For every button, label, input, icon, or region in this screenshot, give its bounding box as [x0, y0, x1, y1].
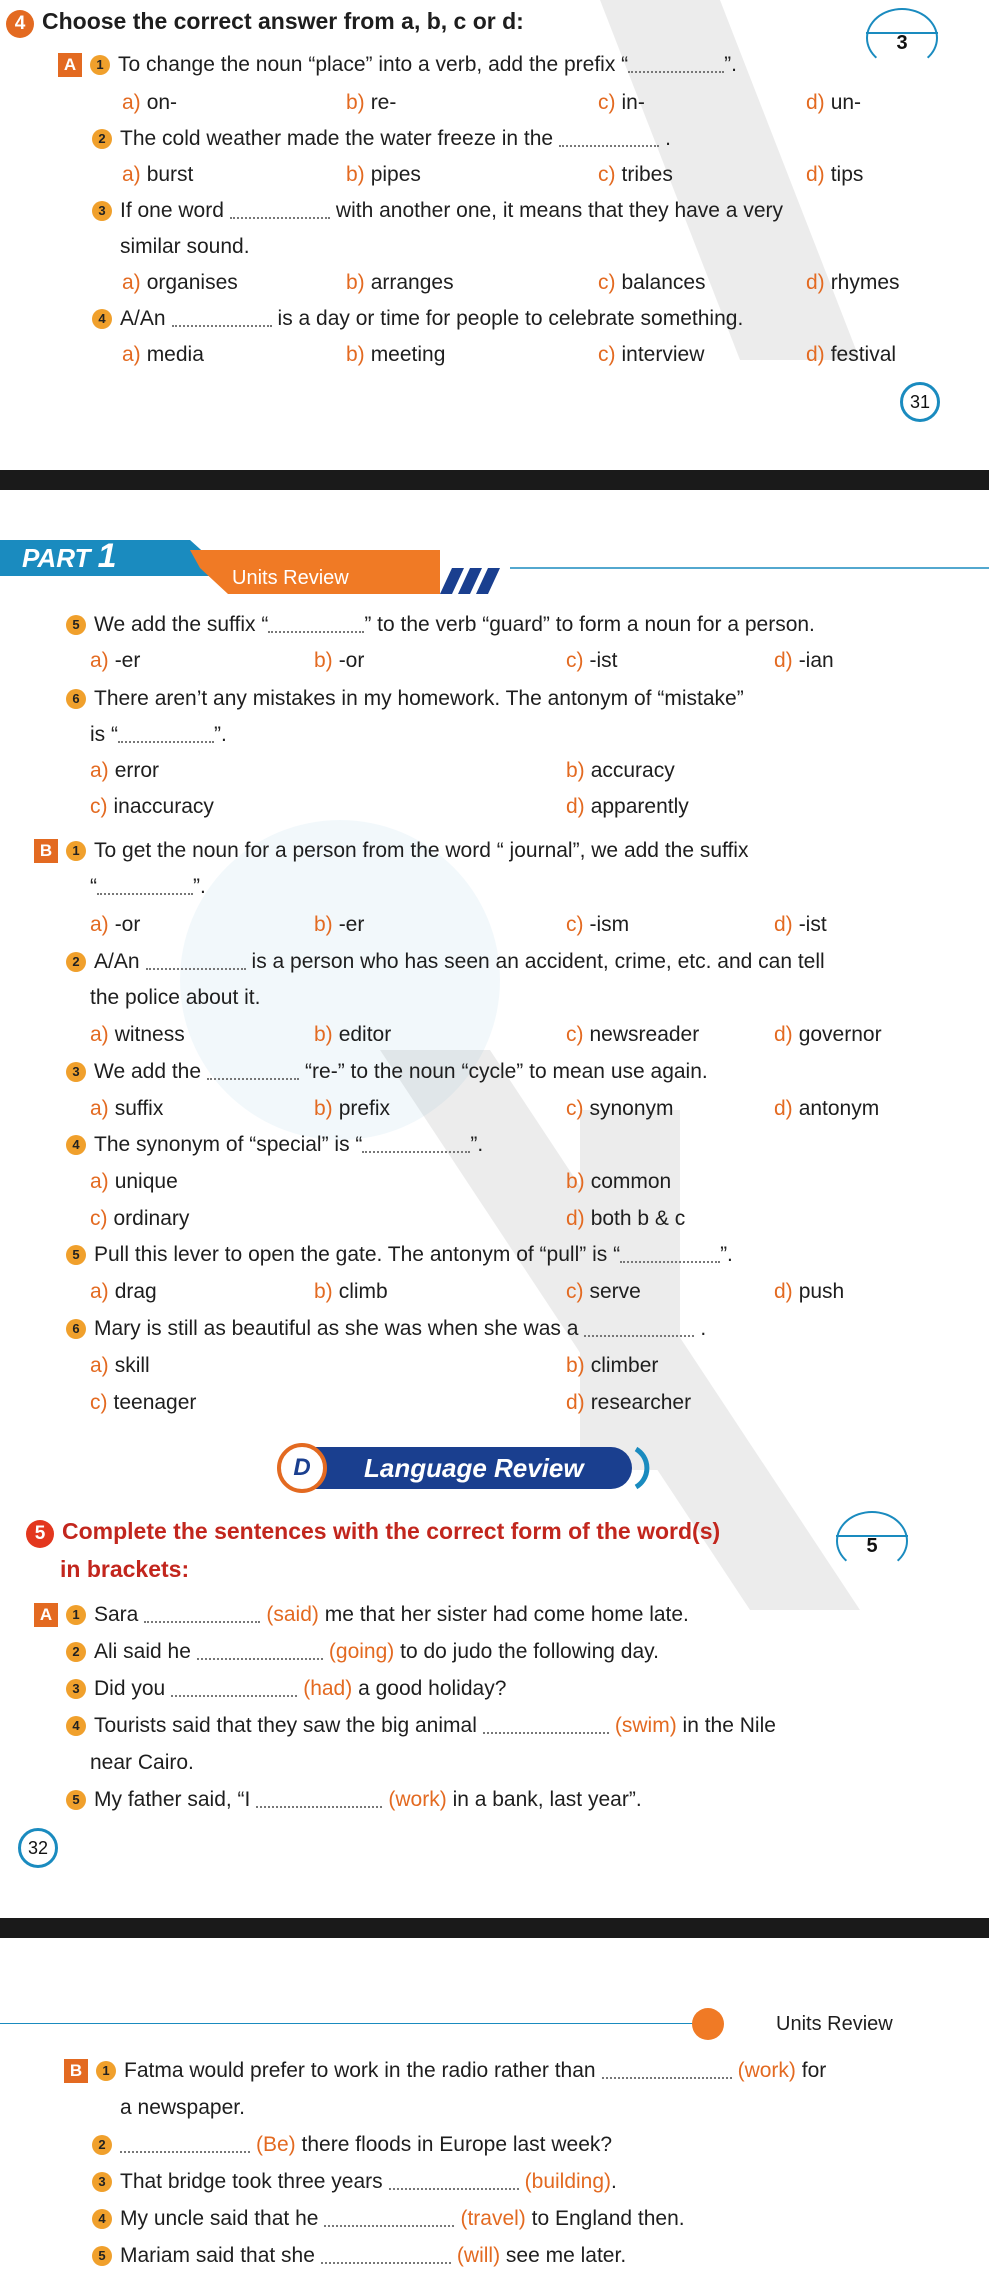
option-d[interactable]: d) antonym — [774, 1097, 880, 1120]
option-d[interactable]: d) festival — [806, 343, 897, 366]
answer-blank[interactable] — [321, 2246, 451, 2264]
option-d[interactable]: d) un- — [806, 91, 862, 114]
option-c[interactable]: c) -ist — [566, 649, 618, 672]
question-item: B 1 To get the noun for a person from the word “ journal”, we add the suffix — [34, 838, 748, 864]
option-b[interactable]: b) accuracy — [566, 759, 675, 782]
option-a[interactable]: a) error — [90, 759, 160, 782]
option-d[interactable]: d) researcher — [566, 1391, 692, 1414]
option-a[interactable]: a) on- — [122, 91, 178, 114]
question-item: 2 A/An is a person who has seen an accident, crime, etc. and can tell — [66, 949, 825, 975]
question-item: 2 Ali said he (going) to do judo the following day. — [66, 1639, 659, 1665]
option-c[interactable]: c) serve — [566, 1280, 641, 1303]
option-c[interactable]: c) -ism — [566, 913, 630, 936]
option-b[interactable]: b) -or — [314, 649, 365, 672]
question-item: 4 The synonym of “special” is “ ”. — [66, 1132, 483, 1158]
part-header — [0, 538, 989, 598]
answer-blank[interactable] — [389, 2172, 519, 2190]
option-b[interactable]: b) climb — [314, 1280, 388, 1303]
question-item: 6 Mary is still as beautiful as she was when she was a . — [66, 1316, 706, 1342]
option-b[interactable]: b) arranges — [346, 271, 454, 294]
option-a[interactable]: a) suffix — [90, 1097, 164, 1120]
answer-blank[interactable] — [118, 725, 214, 743]
section-badge: B — [34, 839, 58, 863]
question-item: B 1 Fatma would prefer to work in the radio rather than (work) for — [64, 2058, 826, 2084]
answer-blank[interactable] — [256, 1790, 382, 1808]
answer-blank[interactable] — [559, 129, 659, 147]
answer-blank[interactable] — [620, 1245, 720, 1263]
option-c[interactable]: c) ordinary — [90, 1207, 190, 1230]
question-item: 5 Mariam said that she (will) see me later. — [92, 2243, 626, 2269]
question-continuation: near Cairo. — [90, 1751, 194, 1774]
answer-blank[interactable] — [628, 55, 724, 73]
option-b[interactable]: b) climber — [566, 1354, 659, 1377]
question-item: 4 My uncle said that he (travel) to England then. — [92, 2206, 685, 2232]
option-c[interactable]: c) teenager — [90, 1391, 197, 1414]
question-continuation: a newspaper. — [120, 2096, 245, 2119]
section-badge: A — [58, 53, 82, 77]
option-c[interactable]: c) balances — [598, 271, 706, 294]
question-item: A 1 To change the noun “place” into a verb, add the prefix “ ”. — [58, 52, 737, 78]
page-number: 32 — [18, 1828, 58, 1868]
question-continuation: the police about it. — [90, 986, 261, 1009]
option-d[interactable]: d) push — [774, 1280, 845, 1303]
answer-blank[interactable] — [584, 1319, 694, 1337]
answer-blank[interactable] — [483, 1716, 609, 1734]
option-a[interactable]: a) -er — [90, 649, 141, 672]
option-a[interactable]: a) drag — [90, 1280, 157, 1303]
question-item: 5 We add the suffix “ ” to the verb “guard” to form a noun for a person. — [66, 612, 815, 638]
option-c[interactable]: c) tribes — [598, 163, 673, 186]
option-d[interactable]: d) -ian — [774, 649, 834, 672]
page-number: 31 — [900, 382, 940, 422]
option-c[interactable]: c) synonym — [566, 1097, 674, 1120]
answer-blank[interactable] — [324, 2209, 454, 2227]
answer-blank[interactable] — [146, 952, 246, 970]
option-c[interactable]: c) in- — [598, 91, 645, 114]
section-badge: A — [34, 1603, 58, 1627]
q5-heading-continuation: in brackets: — [60, 1556, 190, 1582]
question-item: 3 If one word with another one, it means that they have a very — [92, 198, 783, 224]
question-item: 3 That bridge took three years (building). — [92, 2169, 617, 2195]
question-item: 3 Did you (had) a good holiday? — [66, 1676, 506, 1702]
answer-blank[interactable] — [120, 2135, 250, 2153]
option-d[interactable]: d) tips — [806, 163, 864, 186]
language-review-title: Language Review — [364, 1453, 584, 1483]
answer-blank[interactable] — [144, 1605, 260, 1623]
option-a[interactable]: a) media — [122, 343, 204, 366]
option-a[interactable]: a) skill — [90, 1354, 150, 1377]
answer-blank[interactable] — [230, 201, 330, 219]
answer-blank[interactable] — [207, 1062, 299, 1080]
question-item: 5 My father said, “I (work) in a bank, last year”. — [66, 1787, 642, 1813]
option-b[interactable]: b) meeting — [346, 343, 446, 366]
q5-number-badge: 5 — [26, 1520, 54, 1548]
option-b[interactable]: b) prefix — [314, 1097, 391, 1120]
question-continuation: “ ”. — [90, 875, 206, 898]
answer-blank[interactable] — [602, 2061, 732, 2079]
page-divider — [0, 470, 989, 490]
part-header-graphic — [0, 538, 989, 598]
q4-heading: 4 Choose the correct answer from a, b, c or d: — [6, 8, 524, 38]
answer-blank[interactable] — [171, 1679, 297, 1697]
question-item: A 1 Sara (said) me that her sister had come home late. — [34, 1602, 689, 1628]
question-item: 2 (Be) there floods in Europe last week? — [92, 2132, 612, 2158]
units-review-ribbon: Units Review — [232, 567, 349, 589]
option-b[interactable]: b) -er — [314, 913, 365, 936]
header-dot — [692, 2008, 724, 2040]
q4-number-badge: 4 — [6, 10, 34, 38]
option-d[interactable]: d) governor — [774, 1023, 882, 1046]
question-item: 3 We add the “re-” to the noun “cycle” to mean use again. — [66, 1059, 708, 1085]
language-review-banner — [272, 1443, 658, 1493]
option-a[interactable]: a) organises — [122, 271, 238, 294]
part-label: PART 1 — [22, 537, 117, 575]
option-d[interactable]: d) both b & c — [566, 1207, 686, 1230]
question-continuation: similar sound. — [120, 235, 250, 258]
option-a[interactable]: a) unique — [90, 1170, 178, 1193]
page-divider — [0, 1918, 989, 1938]
units-review-header — [0, 2008, 989, 2038]
question-item: 6 There aren’t any mistakes in my homework. The antonym of “mistake” — [66, 686, 744, 712]
answer-blank[interactable] — [197, 1642, 323, 1660]
option-a[interactable]: a) burst — [122, 163, 194, 186]
option-c[interactable]: c) inaccuracy — [90, 795, 214, 818]
question-item: 2 The cold weather made the water freeze in the . — [92, 126, 671, 152]
option-c[interactable]: c) interview — [598, 343, 705, 366]
score-box: 3 — [866, 8, 938, 54]
score-box: 5 — [836, 1511, 908, 1557]
option-d[interactable]: d) apparently — [566, 795, 689, 818]
section-badge: B — [64, 2059, 88, 2083]
answer-blank[interactable] — [97, 877, 193, 895]
option-c[interactable]: c) newsreader — [566, 1023, 700, 1046]
option-d[interactable]: d) rhymes — [806, 271, 900, 294]
units-review-label: Units Review — [776, 2013, 893, 2035]
answer-blank[interactable] — [268, 615, 364, 633]
question-item: 5 Pull this lever to open the gate. The antonym of “pull” is “ ”. — [66, 1242, 733, 1268]
question-continuation: is “ ”. — [90, 723, 227, 746]
option-a[interactable]: a) -or — [90, 913, 141, 936]
option-b[interactable]: b) re- — [346, 91, 397, 114]
question-item: 4 Tourists said that they saw the big animal (swim) in the Nile — [66, 1713, 776, 1739]
answer-blank[interactable] — [172, 309, 272, 327]
question-item: 4 A/An is a day or time for people to celebrate something. — [92, 306, 743, 332]
q5-heading: 5 Complete the sentences with the correct form of the word(s) — [26, 1518, 720, 1548]
option-b[interactable]: b) common — [566, 1170, 672, 1193]
option-d[interactable]: d) -ist — [774, 913, 827, 936]
option-a[interactable]: a) witness — [90, 1023, 185, 1046]
language-review-letter: D — [293, 1454, 311, 1481]
answer-blank[interactable] — [362, 1135, 470, 1153]
option-b[interactable]: b) pipes — [346, 163, 421, 186]
option-b[interactable]: b) editor — [314, 1023, 392, 1046]
